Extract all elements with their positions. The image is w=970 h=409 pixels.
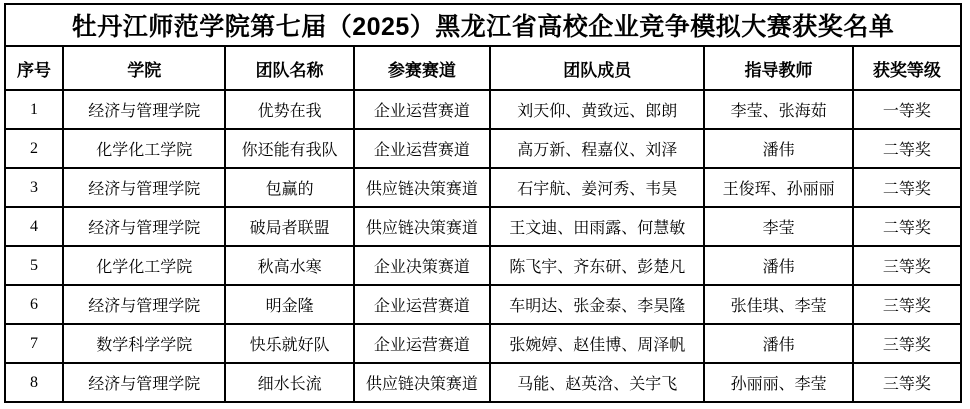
table-row xyxy=(5,207,961,246)
cell-track: 企业运营赛道 xyxy=(354,285,490,324)
cell-index: 4 xyxy=(5,207,63,246)
cell-college: 经济与管理学院 xyxy=(63,285,225,324)
table-row xyxy=(5,129,961,168)
cell-award-level: 二等奖 xyxy=(853,168,961,207)
cell-index: 8 xyxy=(5,363,63,402)
cell-advisors: 潘伟 xyxy=(704,129,852,168)
col-header-team-name: 团队名称 xyxy=(225,46,353,90)
cell-college: 化学化工学院 xyxy=(63,246,225,285)
cell-advisors: 潘伟 xyxy=(704,246,852,285)
cell-track: 企业运营赛道 xyxy=(354,129,490,168)
cell-members: 车明达、张金泰、李昊隆 xyxy=(490,285,704,324)
cell-award-level: 二等奖 xyxy=(853,207,961,246)
cell-college: 经济与管理学院 xyxy=(63,207,225,246)
cell-advisors: 潘伟 xyxy=(704,324,852,363)
cell-college: 经济与管理学院 xyxy=(63,168,225,207)
cell-award-level: 三等奖 xyxy=(853,285,961,324)
cell-members: 高万新、程嘉仪、刘泽 xyxy=(490,129,704,168)
table-row xyxy=(5,168,961,207)
cell-track: 企业运营赛道 xyxy=(354,324,490,363)
cell-index: 6 xyxy=(5,285,63,324)
cell-members: 石宇航、姜河秀、韦昊 xyxy=(490,168,704,207)
cell-index: 5 xyxy=(5,246,63,285)
table-row xyxy=(5,324,961,363)
cell-index: 7 xyxy=(5,324,63,363)
cell-advisors: 王俊珲、孙丽丽 xyxy=(704,168,852,207)
col-header-college: 学院 xyxy=(63,46,225,90)
col-header-track: 参赛赛道 xyxy=(354,46,490,90)
cell-team-name: 破局者联盟 xyxy=(225,207,353,246)
col-header-advisors: 指导教师 xyxy=(704,46,852,90)
cell-college: 经济与管理学院 xyxy=(63,90,225,129)
cell-college: 数学科学学院 xyxy=(63,324,225,363)
title-row xyxy=(5,4,961,46)
cell-index: 2 xyxy=(5,129,63,168)
cell-track: 供应链决策赛道 xyxy=(354,168,490,207)
cell-team-name: 你还能有我队 xyxy=(225,129,353,168)
cell-members: 张婉婷、赵佳博、周泽帆 xyxy=(490,324,704,363)
cell-members: 陈飞宇、齐东研、彭楚凡 xyxy=(490,246,704,285)
cell-award-level: 二等奖 xyxy=(853,129,961,168)
col-header-members: 团队成员 xyxy=(490,46,704,90)
cell-members: 王文迪、田雨露、何慧敏 xyxy=(490,207,704,246)
cell-advisors: 张佳琪、李莹 xyxy=(704,285,852,324)
table-body xyxy=(5,4,961,402)
cell-track: 企业决策赛道 xyxy=(354,246,490,285)
cell-advisors: 李莹 xyxy=(704,207,852,246)
cell-college: 经济与管理学院 xyxy=(63,363,225,402)
cell-advisors: 孙丽丽、李莹 xyxy=(704,363,852,402)
cell-team-name: 包赢的 xyxy=(225,168,353,207)
table-row xyxy=(5,285,961,324)
cell-members: 马能、赵英浛、关宇飞 xyxy=(490,363,704,402)
cell-team-name: 明金隆 xyxy=(225,285,353,324)
table-title: 牡丹江师范学院第七届（2025）黑龙江省高校企业竞争模拟大赛获奖名单 xyxy=(5,4,961,46)
table-row xyxy=(5,363,961,402)
cell-index: 3 xyxy=(5,168,63,207)
cell-index: 1 xyxy=(5,90,63,129)
cell-track: 供应链决策赛道 xyxy=(354,363,490,402)
cell-members: 刘天仰、黄致远、郎朗 xyxy=(490,90,704,129)
header-row xyxy=(5,46,961,90)
cell-advisors: 李莹、张海茹 xyxy=(704,90,852,129)
cell-team-name: 快乐就好队 xyxy=(225,324,353,363)
award-table xyxy=(4,3,962,403)
cell-team-name: 秋高水寒 xyxy=(225,246,353,285)
cell-award-level: 三等奖 xyxy=(853,324,961,363)
cell-track: 供应链决策赛道 xyxy=(354,207,490,246)
col-header-award-level: 获奖等级 xyxy=(853,46,961,90)
cell-track: 企业运营赛道 xyxy=(354,90,490,129)
cell-team-name: 细水长流 xyxy=(225,363,353,402)
table-row xyxy=(5,90,961,129)
cell-award-level: 一等奖 xyxy=(853,90,961,129)
cell-award-level: 三等奖 xyxy=(853,246,961,285)
cell-team-name: 优势在我 xyxy=(225,90,353,129)
cell-college: 化学化工学院 xyxy=(63,129,225,168)
cell-award-level: 三等奖 xyxy=(853,363,961,402)
table-row xyxy=(5,246,961,285)
col-header-index: 序号 xyxy=(5,46,63,90)
